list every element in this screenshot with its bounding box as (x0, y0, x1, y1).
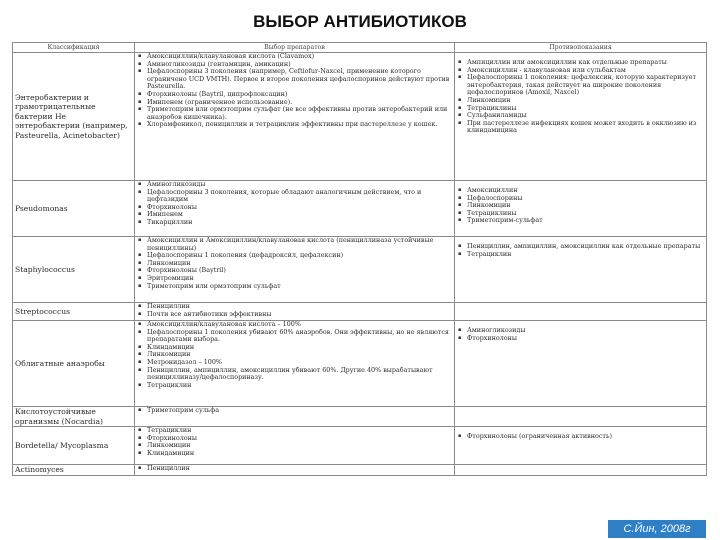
alternative-cell (455, 465, 707, 476)
drug-list-item: ▪ Фторхинолоны (147, 435, 452, 443)
alternative-cell (455, 237, 707, 303)
alternative-cell (455, 303, 707, 321)
antibiotic-table (12, 42, 707, 476)
drug-list-item: ▪ Фторхинолоны (ограниченная активность) (467, 433, 704, 441)
drug-list-item: ▪ Триметоприм сульфа (147, 407, 452, 415)
alternative-list (457, 53, 704, 135)
drug-list-item: ▪ Сульфаниламиды (467, 112, 704, 120)
recommended-list (137, 303, 452, 318)
table-header-row (13, 43, 707, 53)
recommended-list (137, 237, 452, 290)
recommended-list (137, 181, 452, 227)
drug-list-item: ▪ Цефалоспорины 1 поколения (цефадроксил, цефалексин) (147, 252, 452, 260)
drug-list-item: ▪ Аминогликозиды (467, 327, 704, 335)
drug-list-item: ▪ Хлорамфеникол, пенициллин и тетрациклин эффективны при пастереллезе у кошек. (147, 121, 452, 129)
drug-list-item: ▪ Тетрациклины (467, 105, 704, 113)
drug-list-item: ▪ Имипенем (ограниченное использование). (147, 99, 452, 107)
drug-list-item: ▪ Фторхинолоны (Baytril) (147, 267, 452, 275)
alternative-list (457, 303, 704, 309)
drug-list-item: ▪ Линкомицин (147, 351, 452, 359)
table-row (13, 465, 707, 476)
organism-cell: Staphylococcus (13, 237, 135, 303)
table-row (13, 181, 707, 237)
drug-list-item: ▪ Имипенем (147, 211, 452, 219)
organism-cell: Bordetella/ Mycoplasma (13, 427, 135, 465)
drug-list-item: ▪ Фторхинолоны (467, 335, 704, 343)
drug-list-item: ▪ Амоксициллин и Амоксициллин/клавулановая кислота (пенициллиназа устойчивые пенициллины) (147, 237, 452, 252)
drug-list-item: ▪ Фторхинолоны (Baytril, ципрофлоксацин) (147, 91, 452, 99)
alternative-list (457, 321, 704, 342)
alternative-cell (455, 321, 707, 407)
table-row (13, 407, 707, 427)
recommended-cell (135, 53, 455, 181)
drug-list-item: ▪ Тетрациклин (467, 251, 704, 259)
recommended-cell (135, 237, 455, 303)
drug-list-item: ▪ Почти все антибиотики эффективны (147, 311, 452, 319)
drug-list-item: ▪ Метронидазол – 100% (147, 359, 452, 367)
recommended-list (137, 427, 452, 457)
drug-list-item: ▪ Амоксициллин/клавулановая кислота (Clavamox) (147, 53, 452, 61)
table-row (13, 303, 707, 321)
drug-list-item: ▪ Фторхинолоны (147, 204, 452, 212)
recommended-cell (135, 427, 455, 465)
drug-list-item: ▪ Цефалоспорины 3 поколения, которые обладают аналогичным действием, что и цефтазидим (147, 189, 452, 204)
recommended-list (137, 53, 452, 129)
organism-cell: Облигатные анаэробы (13, 321, 135, 407)
alternative-list (457, 427, 704, 441)
author-credit: С.Йин, 2008г (608, 520, 706, 538)
alternative-cell (455, 427, 707, 465)
recommended-cell (135, 181, 455, 237)
recommended-list (137, 321, 452, 389)
recommended-list (137, 465, 452, 473)
drug-list-item: ▪ Аминогликозиды (147, 181, 452, 189)
drug-list-item: ▪ Тетрациклин (147, 427, 452, 435)
drug-list-item: ▪ Амоксициллин/клавулановая кислота – 100% (147, 321, 452, 329)
table-row (13, 321, 707, 407)
recommended-cell (135, 321, 455, 407)
organism-cell: Actinomyces (13, 465, 135, 476)
drug-list-item: ▪ Цефалоспорины (467, 195, 704, 203)
organism-cell: Streptococcus (13, 303, 135, 321)
table-body (13, 53, 707, 476)
header-alternative: Противопоказания (455, 43, 707, 53)
table-row (13, 237, 707, 303)
recommended-cell (135, 465, 455, 476)
drug-list-item: ▪ Линкомицин (147, 442, 452, 450)
drug-list-item: ▪ Амоксициллин (467, 187, 704, 195)
recommended-list (137, 407, 452, 415)
drug-list-item: ▪ Ампициллин или амоксициллин как отдельные препараты (467, 59, 704, 67)
drug-list-item: ▪ Клиндамицин (147, 450, 452, 458)
drug-list-item: ▪ Линкомицин (467, 202, 704, 210)
alternative-cell (455, 53, 707, 181)
drug-list-item: ▪ Цефалоспорины 1 поколения: цефалексин, которую характеризует энтеробактерия, такая действует на широкие поколения цефалоспоринов (Amoxil, Naxcel) (467, 74, 704, 97)
drug-list-item: ▪ Пенициллин, ампициллин, амоксициллин как отдельные препараты (467, 243, 704, 251)
alternative-list (457, 181, 704, 225)
organism-cell: Кислотоустойчивые организмы (Nocardia) (13, 407, 135, 427)
drug-list-item: ▪ Пенициллин, ампициллин, амоксициллин убивают 60%. Другие 40% вырабатывают пенициллиназу/цефалоспориназу. (147, 367, 452, 382)
page-title: ВЫБОР АНТИБИОТИКОВ (253, 12, 467, 31)
organism-cell: Энтеробактерии и грамотрицательные бактерии Не энтеробактерии (например, Pasteurella, Acinetobacter) (13, 53, 135, 181)
organism-cell: Pseudomonas (13, 181, 135, 237)
drug-list-item: ▪ Триметоприм или ормэтоприм сульфат (147, 283, 452, 291)
alternative-cell (455, 181, 707, 237)
alternative-list (457, 237, 704, 258)
drug-list-item: ▪ Триметоприм-сульфат (467, 217, 704, 225)
recommended-cell (135, 407, 455, 427)
drug-list-item: ▪ Линкомицин (147, 260, 452, 268)
drug-list-item: ▪ Цефалоспорины 1 поколения убивают 60% анаэробов. Они эффективны, но не являются препаратами выбора. (147, 329, 452, 344)
alternative-list (457, 465, 704, 471)
drug-list-item: ▪ Аминогликозиды (гентамицин, амикацин) (147, 61, 452, 69)
alternative-cell (455, 407, 707, 427)
alternative-list (457, 407, 704, 413)
drug-list-item: ▪ Тетрациклин (147, 382, 452, 390)
header-recommended: Выбор препаратов (135, 43, 455, 53)
drug-list-item: ▪ Линкомицин (467, 97, 704, 105)
drug-list-item: ▪ Пенициллин (147, 303, 452, 311)
table-row (13, 427, 707, 465)
drug-list-item: ▪ Эритромицин (147, 275, 452, 283)
drug-list-item: ▪ Тикарциллин (147, 219, 452, 227)
recommended-cell (135, 303, 455, 321)
drug-list-item: ▪ Триметоприм или ормэтоприм сульфат (не все эффективны против энтеробактерий или анаэробов кишечника). (147, 106, 452, 121)
drug-list-item: ▪ При пастереллезе инфекциях кошек может входить в окклюзию из клиндамицина (467, 120, 704, 135)
drug-list-item: ▪ Пенициллин (147, 465, 452, 473)
drug-list-item: ▪ Цефалоспорины 3 поколения (например, Ceftiofur-Naxcel, применение которого ограничено UCD VMTH). Первое и второе поколения цефалоспоринов действуют против Pasteurella. (147, 68, 452, 91)
table-row (13, 53, 707, 181)
header-organism: Классификация (13, 43, 135, 53)
drug-list-item: ▪ Амоксициллин - клавулановая или сульбактам (467, 67, 704, 75)
drug-list-item: ▪ Тетрациклины (467, 210, 704, 218)
drug-list-item: ▪ Клиндамицин (147, 344, 452, 352)
